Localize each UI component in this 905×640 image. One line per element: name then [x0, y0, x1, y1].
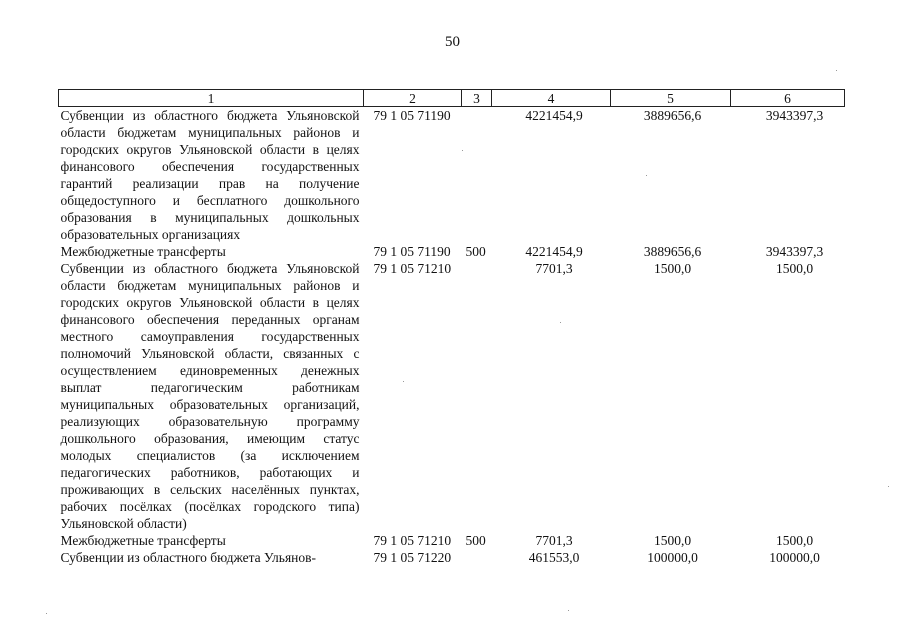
row-type: 500	[465, 533, 486, 548]
column-header: 4	[492, 90, 611, 107]
row-value-col4: 4221454,9	[525, 244, 583, 259]
page-number: 50	[445, 34, 460, 50]
row-value-col4: 7701,3	[535, 533, 573, 548]
row-type	[462, 549, 492, 566]
scan-speck	[568, 610, 569, 611]
row-name: Межбюджетные трансферты	[60, 244, 226, 259]
scan-speck	[403, 381, 404, 382]
row-code: 79 1 05 71210	[373, 533, 452, 548]
table-row	[59, 549, 845, 566]
row-type	[462, 260, 492, 532]
row-value-col6: 3943397,3	[765, 244, 824, 259]
scan-speck	[888, 486, 889, 487]
row-name: Межбюджетные трансферты	[60, 533, 226, 548]
row-name: Субвенции из областного бюджета Ульянов-	[60, 550, 316, 565]
row-name: Субвенции из областного бюджета Ульяновской области бюджетам муниципальных районов и городских округов Ульяновской области в целях финансового обеспечения переданных органам местного самоуправления государственных полномочий Ульяновской области, связанных с осуществлением единовременных денежных выплат педагогическим работникам муниципальных образовательных организаций, реализующих образовательную программу дошкольного образования, имеющим статус молодых специалистов (за исключением педагогических работников, работающих и проживающих в сельских населённых пунктах, рабочих посёлках (посёлках городского типа) Ульяновской области)	[60, 261, 360, 531]
scan-speck	[836, 70, 837, 71]
column-header: 1	[59, 90, 364, 107]
scan-speck	[46, 613, 47, 614]
row-value-col5: 1500,0	[653, 533, 692, 548]
table-header-row	[59, 90, 845, 107]
row-code: 79 1 05 71210	[373, 261, 452, 276]
scan-speck	[462, 150, 463, 151]
table-row	[59, 107, 845, 244]
row-name: Субвенции из областного бюджета Ульяновской области бюджетам муниципальных районов и городских округов Ульяновской области в целях финансового обеспечения государственных гарантий реализации прав на получение общедоступного и бесплатного дошкольного образования в муниципальных дошкольных образовательных организациях	[60, 108, 360, 242]
row-value-col4: 461553,0	[528, 550, 580, 565]
row-type	[462, 107, 492, 244]
row-value-col6: 100000,0	[769, 550, 820, 565]
row-value-col5: 100000,0	[647, 550, 698, 565]
table-row	[59, 243, 845, 260]
row-value-col6: 1500,0	[775, 533, 814, 548]
row-value-col6: 1500,0	[775, 261, 814, 276]
row-value-col5: 3889656,6	[643, 108, 702, 123]
row-code: 79 1 05 71190	[373, 244, 451, 259]
table-row	[59, 260, 845, 532]
scan-speck	[560, 322, 561, 323]
row-value-col5: 3889656,6	[643, 244, 702, 259]
column-header: 5	[611, 90, 731, 107]
budget-table	[58, 89, 845, 566]
table-row	[59, 532, 845, 549]
column-header: 6	[731, 90, 845, 107]
row-type: 500	[465, 244, 486, 259]
scan-speck	[646, 175, 647, 176]
row-value-col5: 1500,0	[653, 261, 692, 276]
row-code: 79 1 05 71220	[373, 550, 452, 565]
row-value-col4: 4221454,9	[525, 108, 583, 123]
column-header: 2	[364, 90, 462, 107]
row-value-col6: 3943397,3	[765, 108, 824, 123]
column-header: 3	[462, 90, 492, 107]
row-code: 79 1 05 71190	[373, 108, 451, 123]
row-value-col4: 7701,3	[535, 261, 573, 276]
